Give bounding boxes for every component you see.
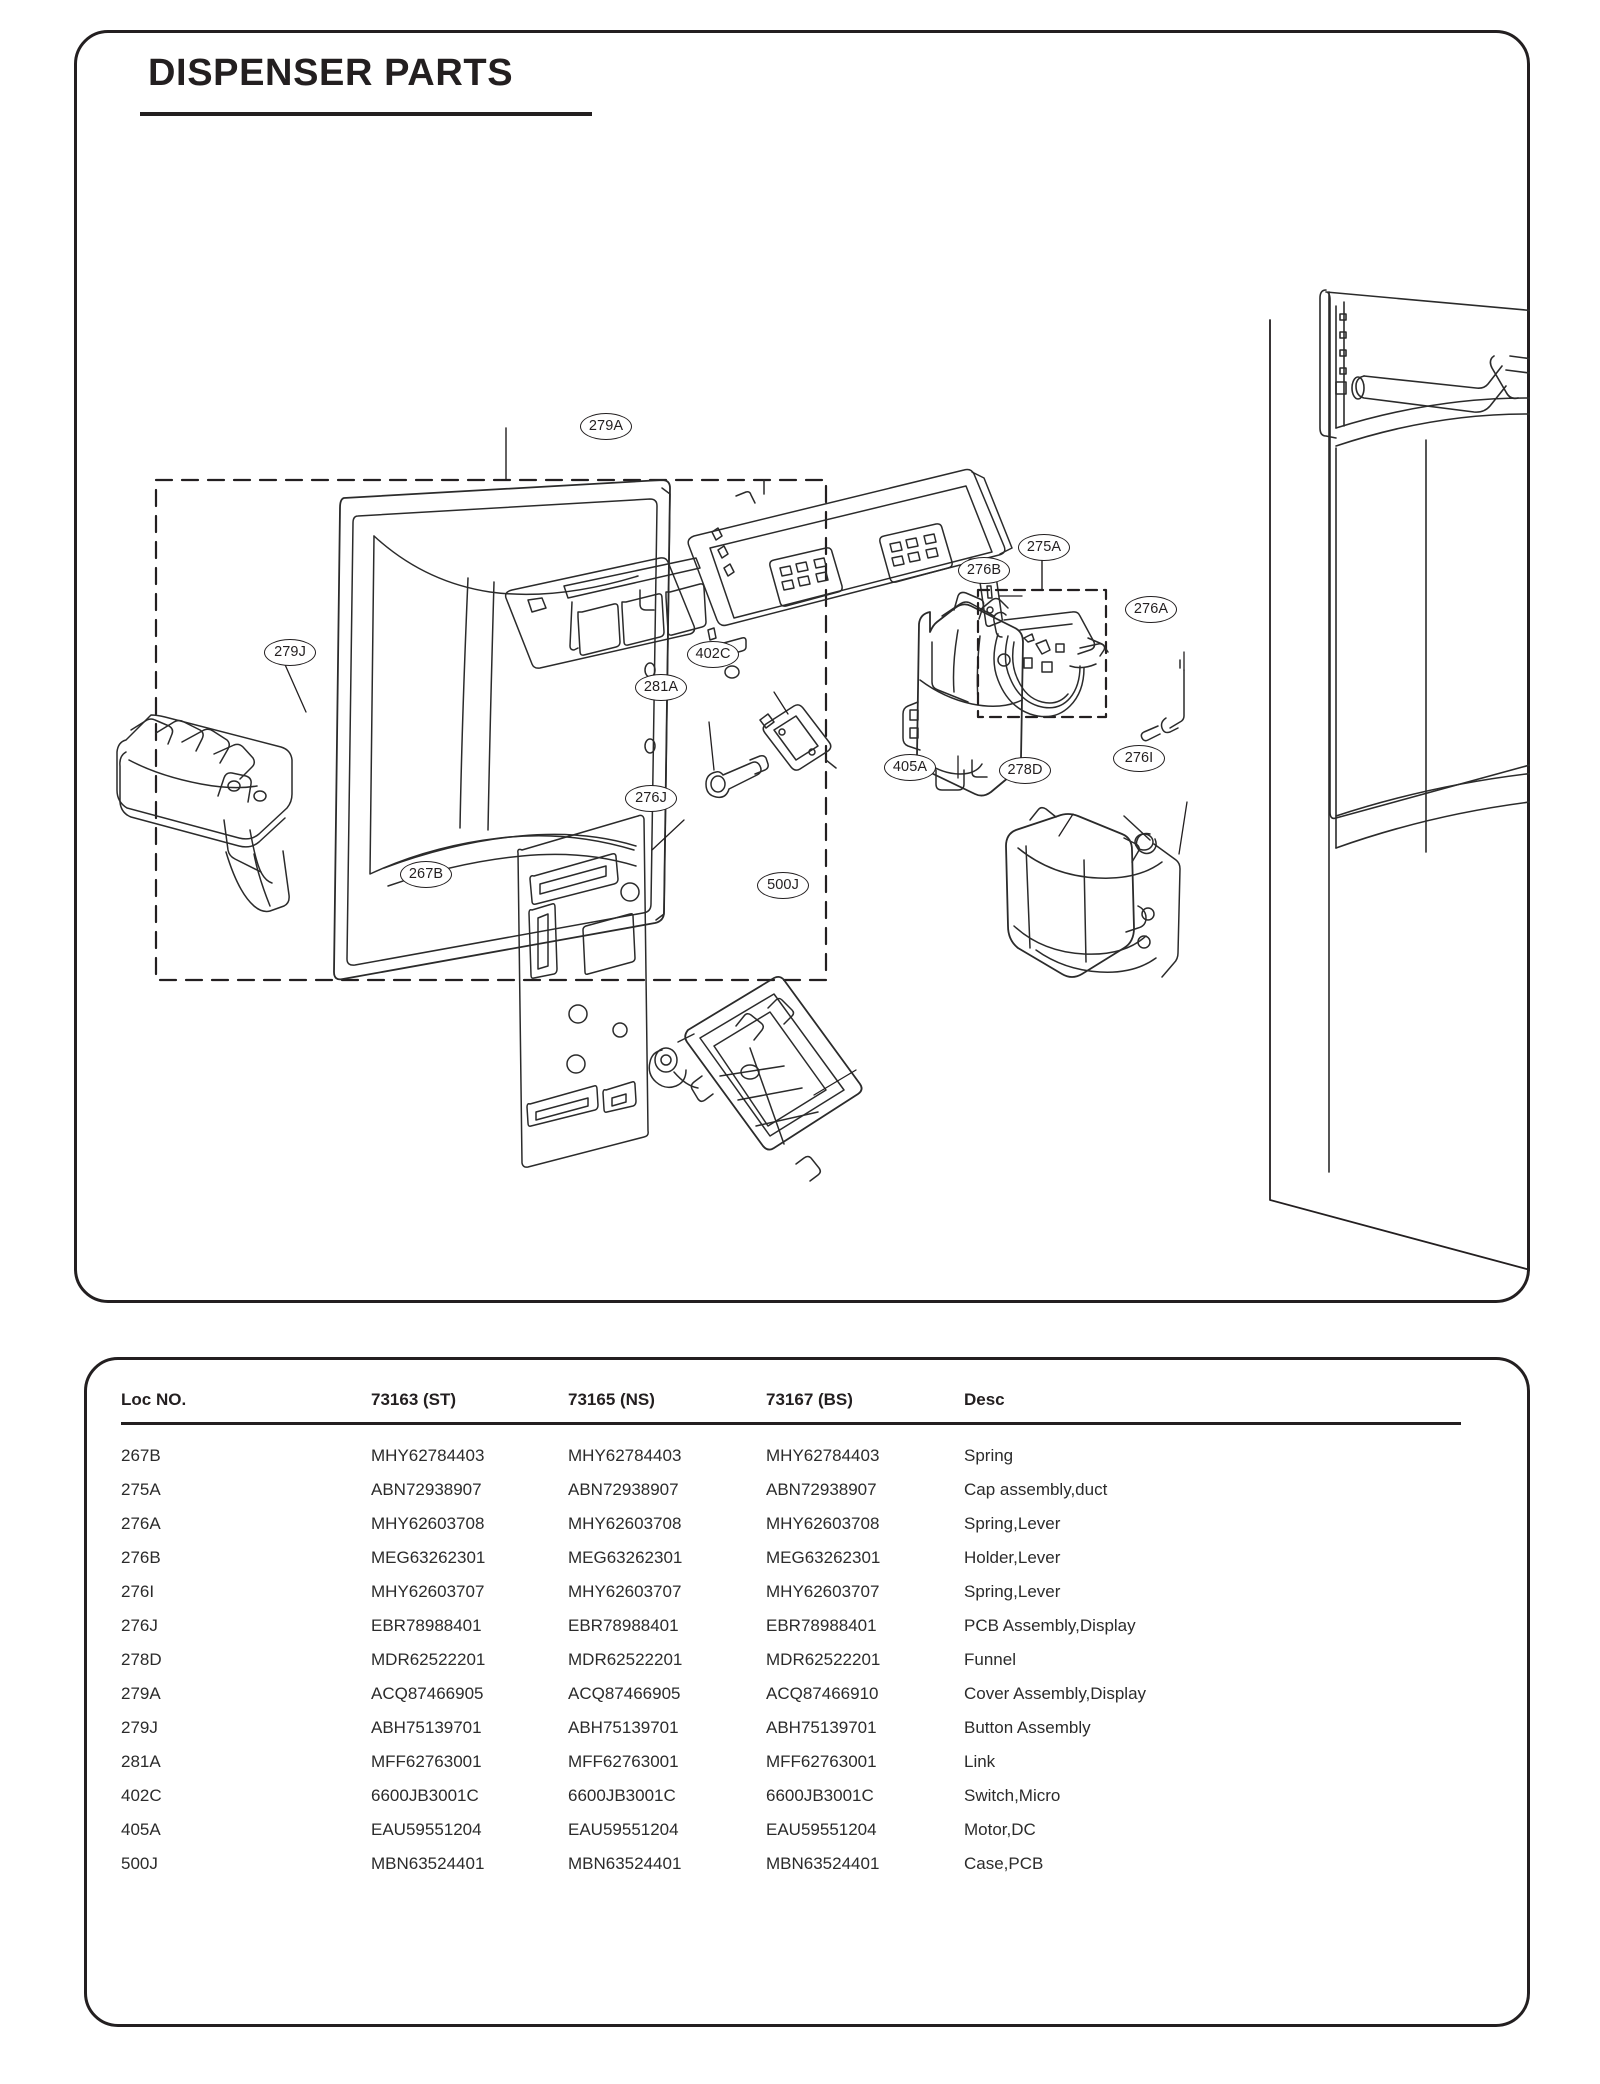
cell-73163-st: MFF62763001 [371, 1752, 482, 1771]
cell-73167-bs: EAU59551204 [766, 1820, 877, 1839]
callout-label: 267B [408, 866, 444, 883]
parts-table-panel [84, 1357, 1530, 2027]
cell-73163-st: MHY62784403 [371, 1446, 485, 1465]
cell-73165-ns: ABH75139701 [568, 1718, 679, 1737]
callout-label: 281A [643, 679, 679, 696]
cell-loc-no: 267B [121, 1446, 161, 1465]
callout-label: 279A [588, 418, 624, 435]
cell-loc-no: 278D [121, 1650, 162, 1669]
dispenser-exploded-diagram [74, 30, 1530, 1303]
cell-73167-bs: EBR78988401 [766, 1616, 877, 1635]
cell-73167-bs: MFF62763001 [766, 1752, 877, 1771]
part-cap-assembly-duct [994, 612, 1108, 717]
cell-desc: Funnel [964, 1650, 1016, 1669]
cell-loc-no: 405A [121, 1820, 161, 1839]
cell-73165-ns: EAU59551204 [568, 1820, 679, 1839]
part-cover-assembly-display [334, 480, 670, 979]
callout-label: 275A [1026, 539, 1062, 556]
callout-278d[interactable] [999, 757, 1051, 784]
table-row [121, 1480, 1467, 1514]
callout-label: 278D [1007, 762, 1043, 779]
table-row [121, 1650, 1467, 1684]
callout-279a[interactable] [580, 413, 632, 440]
cell-desc: Spring,Lever [964, 1514, 1061, 1533]
cell-desc: Link [964, 1752, 996, 1771]
cell-73163-st: EAU59551204 [371, 1820, 482, 1839]
table-row [121, 1616, 1467, 1650]
cell-desc: Holder,Lever [964, 1548, 1061, 1567]
part-spring-lever-276a [1141, 660, 1184, 741]
table-row [121, 1786, 1467, 1820]
cell-loc-no: 275A [121, 1480, 161, 1499]
cell-desc: Button Assembly [964, 1718, 1091, 1737]
parts-table [87, 1360, 1527, 2024]
cell-73163-st: MEG63262301 [371, 1548, 486, 1567]
cell-desc: Motor,DC [964, 1820, 1036, 1839]
cell-73167-bs: ABN72938907 [766, 1480, 877, 1499]
cell-73165-ns: MEG63262301 [568, 1548, 683, 1567]
part-case-pcb [649, 977, 861, 1181]
cell-73163-st: ABN72938907 [371, 1480, 482, 1499]
cell-73163-st: ACQ87466905 [371, 1684, 484, 1703]
cell-desc: Case,PCB [964, 1854, 1044, 1873]
table-header-row [121, 1390, 1467, 1420]
table-row [121, 1446, 1467, 1480]
cell-73165-ns: ABN72938907 [568, 1480, 679, 1499]
callout-276j[interactable] [625, 785, 677, 812]
cell-73165-ns: 6600JB3001C [568, 1786, 676, 1805]
cell-desc: Cap assembly,duct [964, 1480, 1108, 1499]
table-row [121, 1752, 1467, 1786]
table-header-rule [121, 1422, 1461, 1425]
cell-73165-ns: MDR62522201 [568, 1650, 683, 1669]
table-row [121, 1582, 1467, 1616]
cell-loc-no: 402C [121, 1786, 162, 1805]
part-button-assembly [117, 715, 292, 911]
cell-73167-bs: MBN63524401 [766, 1854, 880, 1873]
table-row [121, 1718, 1467, 1752]
cell-73167-bs: MDR62522201 [766, 1650, 881, 1669]
cell-loc-no: 276B [121, 1548, 161, 1567]
column-header-73163-st: 73163 (ST) [371, 1390, 457, 1409]
part-pcb-assembly-display [518, 815, 648, 1167]
cell-73163-st: MHY62603708 [371, 1514, 485, 1533]
cell-loc-no: 276J [121, 1616, 158, 1635]
part-funnel [1006, 808, 1162, 977]
page-title: DISPENSER PARTS [148, 52, 514, 94]
callout-276i[interactable] [1113, 745, 1165, 772]
callout-267b[interactable] [400, 861, 452, 888]
table-row [121, 1684, 1467, 1718]
callout-label: 276J [635, 790, 667, 807]
callout-label: 276B [966, 562, 1002, 579]
cell-loc-no: 279A [121, 1684, 161, 1703]
column-header-loc-no: Loc NO. [121, 1390, 187, 1409]
table-row [121, 1820, 1467, 1854]
column-header-desc: Desc [964, 1390, 1005, 1409]
callout-281a[interactable] [635, 674, 687, 701]
cell-73167-bs: MEG63262301 [766, 1548, 881, 1567]
cell-73163-st: EBR78988401 [371, 1616, 482, 1635]
cell-loc-no: 276I [121, 1582, 155, 1601]
cell-73165-ns: EBR78988401 [568, 1616, 679, 1635]
callout-276b[interactable] [958, 557, 1010, 584]
callout-label: 276I [1124, 750, 1154, 767]
callout-label: 276A [1133, 601, 1169, 618]
part-switch-micro [760, 705, 836, 770]
table-row [121, 1548, 1467, 1582]
cell-73165-ns: MBN63524401 [568, 1854, 682, 1873]
callout-275a[interactable] [1018, 534, 1070, 561]
cell-desc: Spring [964, 1446, 1014, 1465]
cell-73165-ns: MFF62763001 [568, 1752, 679, 1771]
cell-73167-bs: MHY62603708 [766, 1514, 880, 1533]
cell-73165-ns: MHY62603707 [568, 1582, 682, 1601]
cell-73163-st: ABH75139701 [371, 1718, 482, 1737]
callout-label: 405A [892, 759, 928, 776]
cell-73167-bs: ACQ87466910 [766, 1684, 879, 1703]
part-refrigerator-door-panel [1270, 290, 1530, 1303]
cell-loc-no: 279J [121, 1718, 158, 1737]
cell-desc: Spring,Lever [964, 1582, 1061, 1601]
cell-73167-bs: MHY62603707 [766, 1582, 880, 1601]
cell-loc-no: 281A [121, 1752, 161, 1771]
callout-label: 402C [695, 646, 731, 663]
column-header-73165-ns: 73165 (NS) [568, 1390, 655, 1409]
callout-276a[interactable] [1125, 596, 1177, 623]
cell-73167-bs: 6600JB3001C [766, 1786, 874, 1805]
callout-402c[interactable] [687, 641, 739, 668]
callout-label: 500J [767, 877, 799, 894]
cell-73165-ns: ACQ87466905 [568, 1684, 681, 1703]
cell-loc-no: 500J [121, 1854, 158, 1873]
cell-desc: Cover Assembly,Display [964, 1684, 1147, 1703]
column-header-73167-bs: 73167 (BS) [766, 1390, 853, 1409]
cell-73165-ns: MHY62603708 [568, 1514, 682, 1533]
diagram-linework [74, 30, 1530, 1303]
callout-label: 279J [274, 644, 306, 661]
cell-loc-no: 276A [121, 1514, 161, 1533]
cell-73167-bs: MHY62784403 [766, 1446, 880, 1465]
cell-73163-st: MBN63524401 [371, 1854, 485, 1873]
part-link [706, 756, 768, 798]
cell-73163-st: MDR62522201 [371, 1650, 486, 1669]
table-row [121, 1514, 1467, 1548]
table-row [121, 1854, 1467, 1888]
cell-desc: Switch,Micro [964, 1786, 1061, 1805]
cell-73165-ns: MHY62784403 [568, 1446, 682, 1465]
callout-500j[interactable] [757, 872, 809, 899]
cell-73163-st: 6600JB3001C [371, 1786, 479, 1805]
cell-73167-bs: ABH75139701 [766, 1718, 877, 1737]
cell-73163-st: MHY62603707 [371, 1582, 485, 1601]
callout-279j[interactable] [264, 639, 316, 666]
callout-405a[interactable] [884, 754, 936, 781]
cell-desc: PCB Assembly,Display [964, 1616, 1136, 1635]
